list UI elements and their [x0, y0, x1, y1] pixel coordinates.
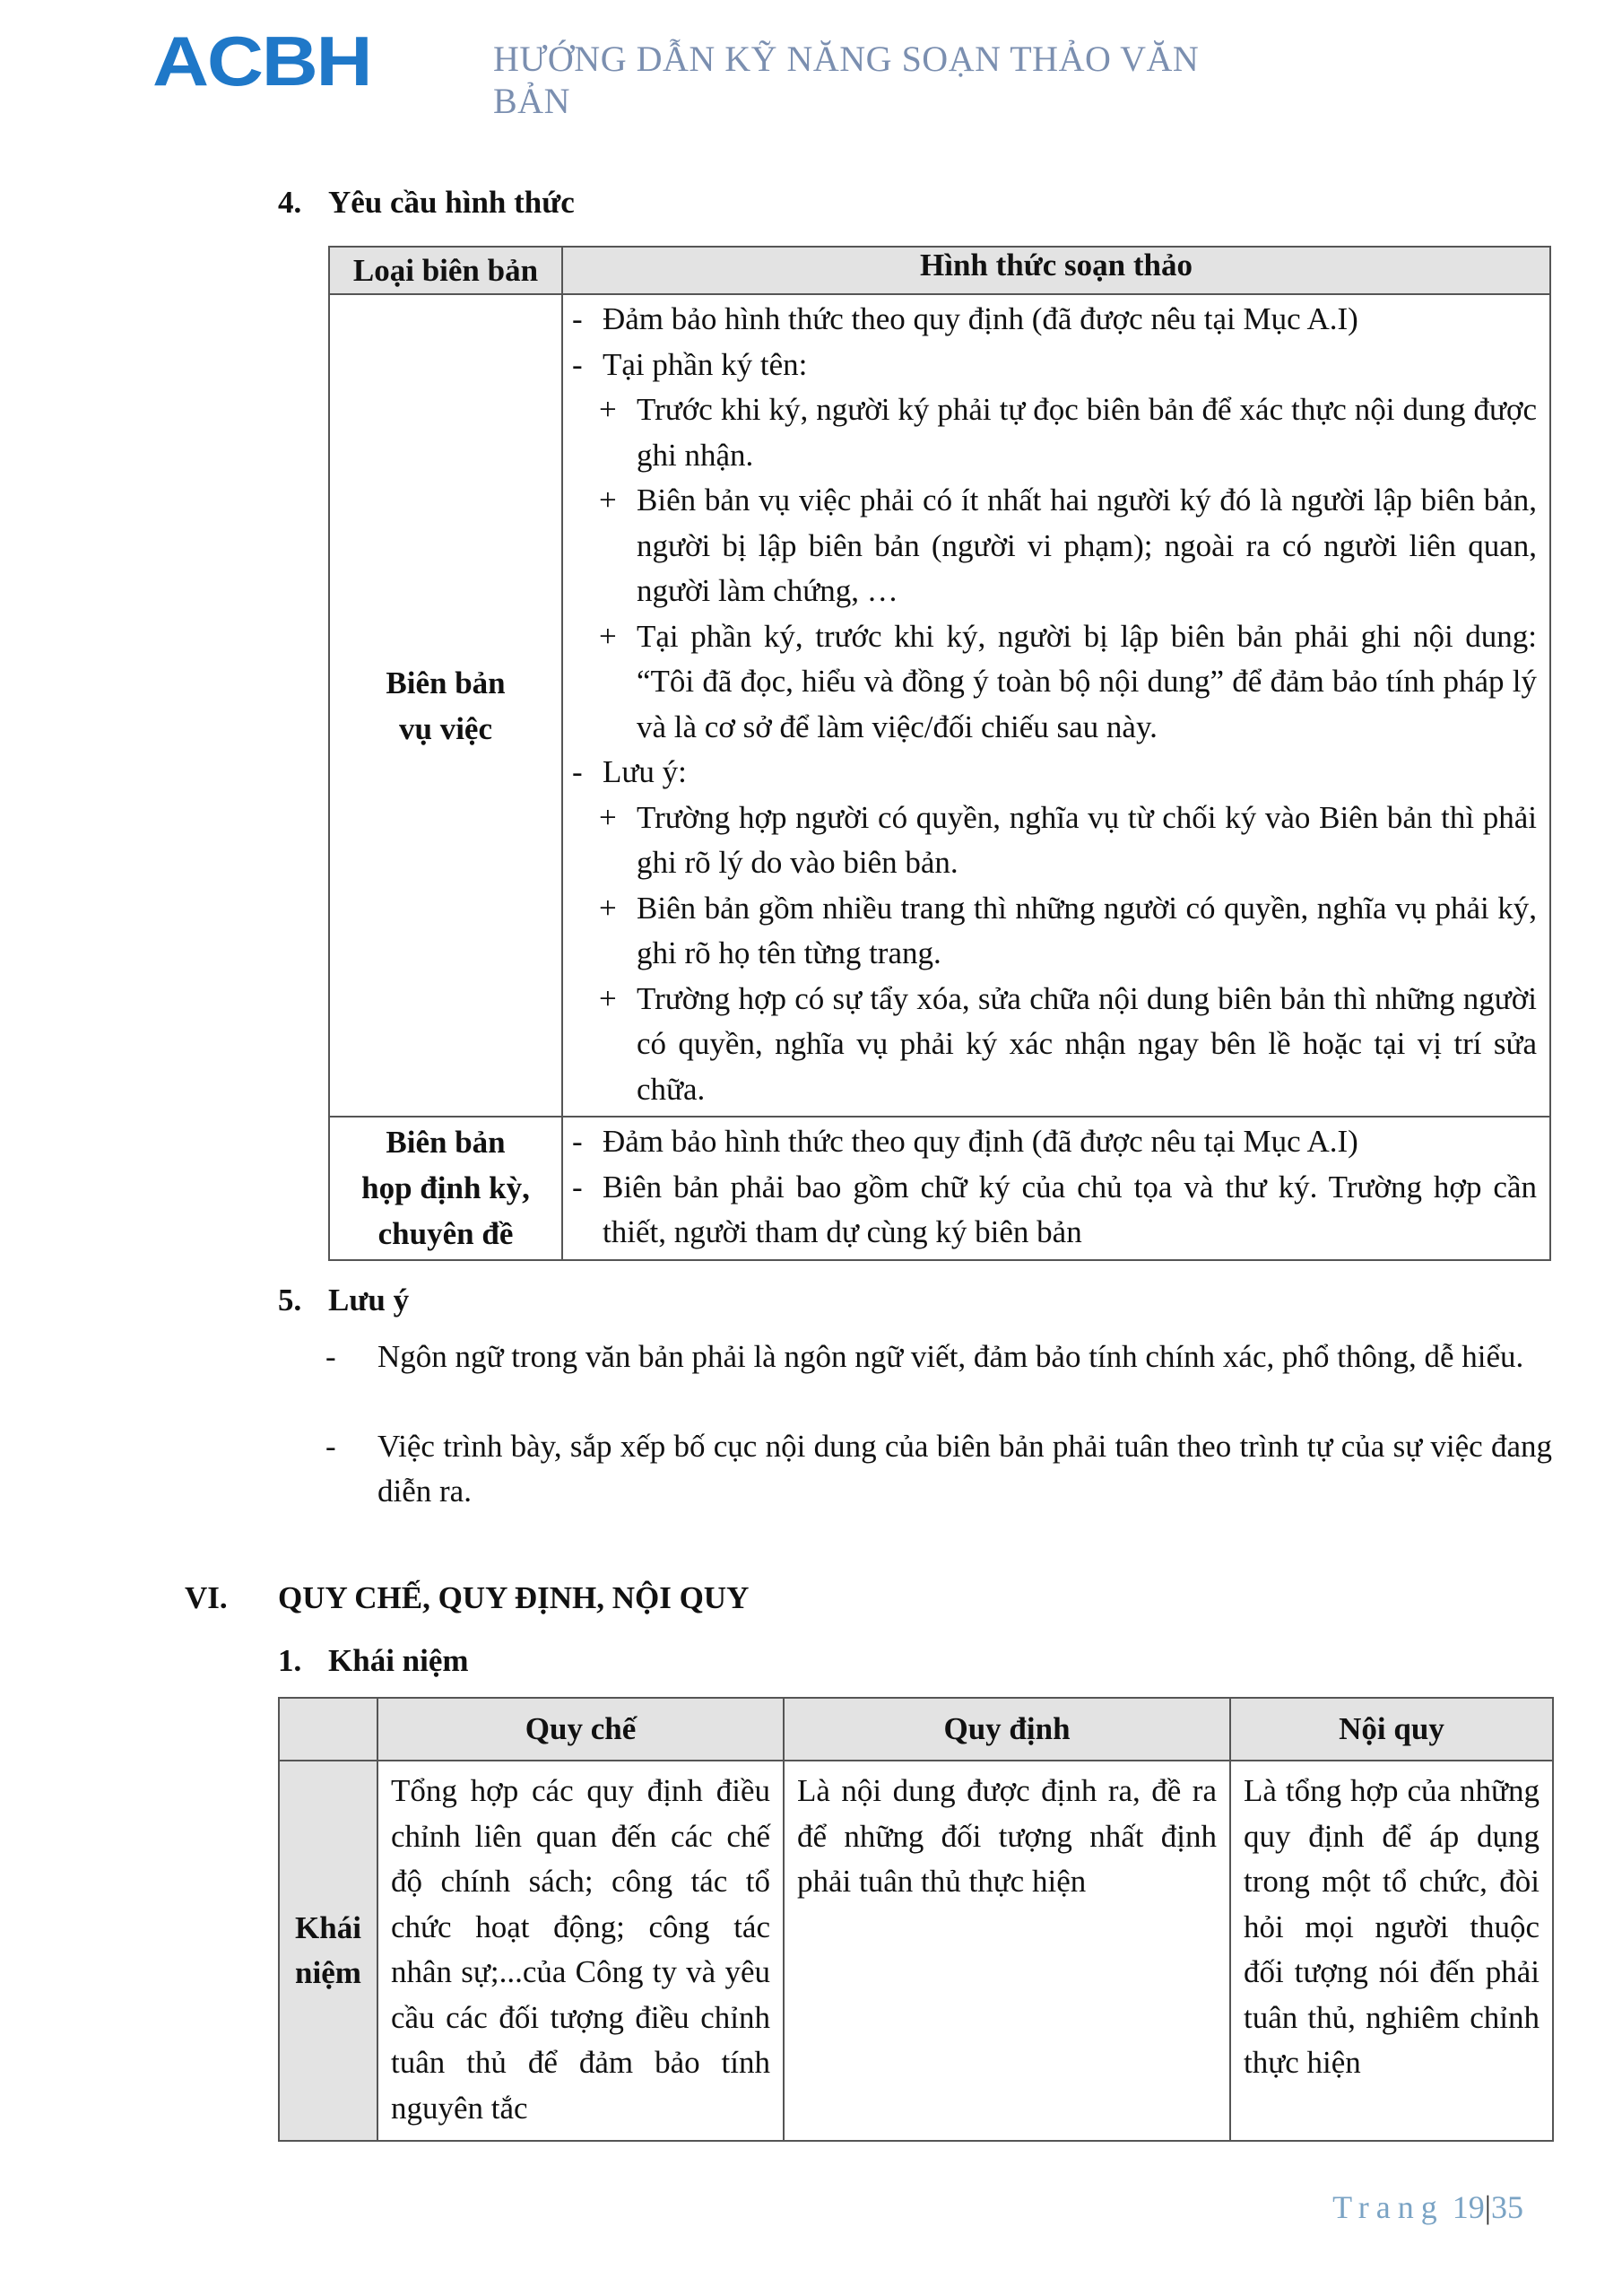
dash-item: - Đảm bảo hình thức theo quy định (đã được nêu tại Mục A.I): [572, 1124, 1358, 1159]
dash-item: - Lưu ý:: [572, 754, 687, 789]
plus-item: + Trường hợp người có quyền, nghĩa vụ từ chối ký vào Biên bản thì phải ghi rõ lý do vào biên bản.: [599, 799, 1537, 880]
section-title: Lưu ý: [328, 1283, 410, 1318]
page-separator: |: [1484, 2189, 1491, 2225]
format-content-cell: [562, 1117, 1550, 1260]
row-header-khai-niem: Khái niệm: [279, 1761, 377, 2141]
section-title: Yêu cầu hình thức: [328, 185, 575, 220]
plus-item: + Biên bản gồm nhiều trang thì những người có quyền, nghĩa vụ phải ký, ghi rõ họ tên từng trang.: [599, 890, 1537, 970]
cell-noi-quy: Là tổng hợp của những quy định để áp dụng trong một tổ chức, đòi hỏi mọi người thuộc đối tượng nói đến phải tuân thủ, nghiêm chỉnh thực hiện: [1230, 1761, 1553, 2141]
record-type-cell: [329, 1117, 562, 1260]
note-item: - Việc trình bày, sắp xếp bố cục nội dung của biên bản phải tuân theo trình tự của sự việc đang diễn ra.: [325, 1429, 1552, 1509]
page-footer: [1332, 2188, 1523, 2226]
column-header-noi-quy: Nội quy: [1230, 1698, 1553, 1761]
note-item: - Ngôn ngữ trong văn bản phải là ngôn ngữ viết, đảm bảo tính chính xác, phổ thông, dễ hiểu.: [325, 1339, 1524, 1374]
empty-header-cell: [279, 1698, 377, 1761]
subsection-number: 1.: [278, 1643, 302, 1678]
dash-item: - Đảm bảo hình thức theo quy định (đã được nêu tại Mục A.I): [572, 301, 1358, 336]
table-row: [329, 1117, 1550, 1260]
chapter-number: VI.: [185, 1580, 228, 1615]
table-header-row: [279, 1698, 1553, 1761]
plus-item: + Tại phần ký, trước khi ký, người bị lập biên bản phải ghi nội dung: “Tôi đã đọc, hiểu và đồng ý toàn bộ nội dung” để đảm bảo tính pháp lý và là cơ sở để làm việc/đối chiếu sau này.: [599, 618, 1537, 744]
plus-item: + Trường hợp có sự tẩy xóa, sửa chữa nội dung biên bản thì những người có quyền, nghĩa vụ phải ký xác nhận ngay bên lề hoặc tại vị trí sửa chữa.: [599, 980, 1537, 1107]
format-content-cell: [562, 294, 1550, 1117]
plus-item: + Biên bản vụ việc phải có ít nhất hai người ký đó là người lập biên bản, người bị lập biên bản (người vi phạm); ngoài ra có người liên quan, người làm chứng, …: [599, 483, 1537, 608]
record-type-line: chuyên đề: [377, 1216, 514, 1252]
plus-item: + Trước khi ký, người ký phải tự đọc biên bản để xác thực nội dung được ghi nhận.: [599, 392, 1537, 473]
table-row: [279, 1761, 1553, 2141]
dash-item: - Biên bản phải bao gồm chữ ký của chủ tọa và thư ký. Trường hợp cần thiết, người tham dự cùng ký biên bản: [572, 1169, 1537, 1249]
record-type-line: Biên bản: [386, 665, 506, 700]
record-type-line: vụ việc: [398, 710, 492, 746]
column-header-type: Loại biên bản: [329, 247, 562, 294]
table-row: [329, 294, 1550, 1117]
record-type-cell: [329, 294, 562, 1117]
column-header-quy-che: Quy chế: [377, 1698, 784, 1761]
subsection-title: Khái niệm: [328, 1643, 469, 1678]
record-type-line: Biên bản: [386, 1125, 506, 1161]
page-number: 19: [1452, 2189, 1485, 2225]
cell-quy-che: Tổng hợp các quy định điều chỉnh liên quan đến các chế độ chính sách; công tác tổ chức hoạt động; công tác nhân sự;...của Công ty và yêu cầu các đối tượng điều chỉnh tuân thủ để đảm bảo tính nguyên tắc: [377, 1761, 784, 2141]
document-header-title: HƯỚNG DẪN KỸ NĂNG SOẠN THẢO VĂN BẢN: [493, 39, 1200, 121]
chapter-title: QUY CHẾ, QUY ĐỊNH, NỘI QUY: [278, 1580, 750, 1615]
company-logo: ACBH: [152, 22, 371, 100]
table-header-row: [329, 247, 1550, 294]
column-header-quy-dinh: Quy định: [784, 1698, 1230, 1761]
page-label: Trang: [1332, 2189, 1444, 2225]
total-pages: 35: [1491, 2189, 1523, 2225]
subsection-1-heading: [278, 1643, 469, 1679]
cell-quy-dinh: Là nội dung được định ra, đề ra để những đối tượng nhất định phải tuân thủ thực hiện: [784, 1761, 1230, 2141]
record-type-line: họp định kỳ,: [361, 1170, 530, 1206]
section-number: 5.: [278, 1283, 302, 1318]
section-4-heading: [278, 185, 575, 221]
section-number: 4.: [278, 185, 302, 220]
form-requirements-table: [328, 246, 1551, 1261]
column-header-format: Hình thức soạn thảo: [562, 247, 1550, 294]
dash-item: - Tại phần ký tên:: [572, 346, 808, 382]
concepts-table: [278, 1697, 1554, 2142]
section-5-heading: [278, 1283, 409, 1318]
